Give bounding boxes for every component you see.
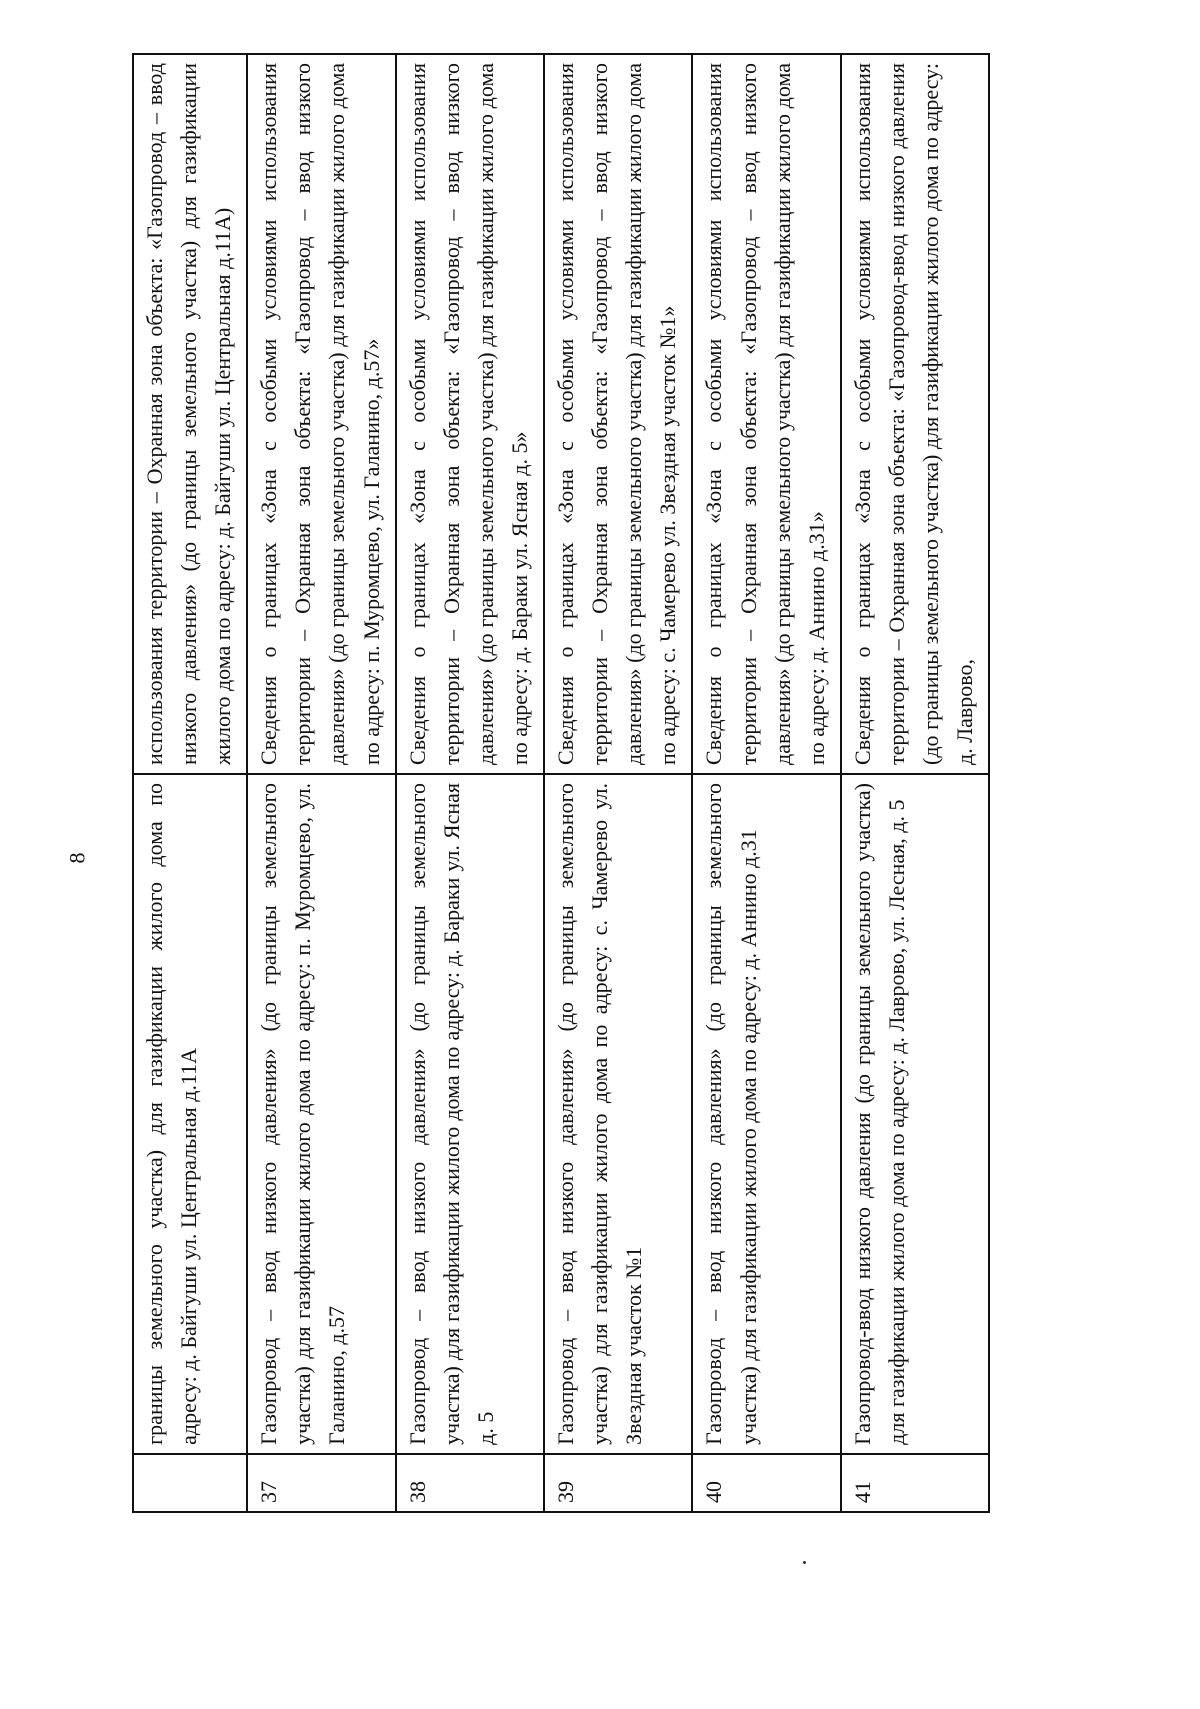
row-number: 38	[396, 1454, 544, 1512]
row-number: 39	[544, 1454, 692, 1512]
table-row	[692, 54, 840, 1512]
row-number: 40	[692, 1454, 840, 1512]
row-number: 41	[841, 1454, 989, 1512]
page-number: 8	[64, 852, 90, 864]
table-row	[544, 54, 692, 1512]
zone-info: Сведения о границах «Зона с особыми условиями использования территории – Охранная зона объекта: «Газопровод – ввод низкого давления» (до границы земельного участка) для газификации жилого дома по адресу: д. Бараки ул. Ясная д. 5»	[396, 54, 544, 774]
table-row	[247, 54, 395, 1512]
object-name: Газопровод – ввод низкого давления» (до границы земельного участка) для газификации жилого дома по адресу: д. Бараки ул. Ясная д. 5	[396, 774, 544, 1454]
table-row	[841, 54, 989, 1512]
zone-info: Сведения о границах «Зона с особыми условиями использования территории – Охранная зона объекта: «Газопровод-ввод низкого давления (до границы земельного участка) для газификации жилого дома по адресу: д. Лаврово,	[841, 54, 989, 774]
rotated-table-container	[132, 53, 1032, 1513]
scan-speck	[803, 1561, 806, 1564]
object-name: Газопровод – ввод низкого давления» (до границы земельного участка) для газификации жилого дома по адресу: п. Муромцево, ул. Галанино, д.57	[247, 774, 395, 1454]
object-name: границы земельного участка) для газификации жилого дома по адресу: д. Байгуши ул. Центральная д.11А	[133, 774, 247, 1454]
zone-info: использования территории – Охранная зона объекта: «Газопровод – ввод низкого давления» (до границы земельного участка) для газификации жилого дома по адресу: д. Байгуши ул. Центральная д.11А)	[133, 54, 247, 774]
table-row	[133, 54, 247, 1512]
zones-table	[132, 53, 990, 1513]
object-name: Газопровод – ввод низкого давления» (до границы земельного участка) для газификации жилого дома по адресу: с. Чамерево ул. Звездная участок №1	[544, 774, 692, 1454]
zone-info: Сведения о границах «Зона с особыми условиями использования территории – Охранная зона объекта: «Газопровод – ввод низкого давления» (до границы земельного участка) для газификации жилого дома по адресу: п. Муромцево, ул. Галанино, д.57»	[247, 54, 395, 774]
object-name: Газопровод-ввод низкого давления (до границы земельного участка) для газификации жилого дома по адресу: д. Лаврово, ул. Лесная, д. 5	[841, 774, 989, 1454]
zone-info: Сведения о границах «Зона с особыми условиями использования территории – Охранная зона объекта: «Газопровод – ввод низкого давления» (до границы земельного участка) для газификации жилого дома по адресу: д. Аннино д.31»	[692, 54, 840, 774]
zone-info: Сведения о границах «Зона с особыми условиями использования территории – Охранная зона объекта: «Газопровод – ввод низкого давления» (до границы земельного участка) для газификации жилого дома по адресу: с. Чамерево ул. Звездная участок №1»	[544, 54, 692, 774]
table-row	[396, 54, 544, 1512]
row-number: 37	[247, 1454, 395, 1512]
row-number	[133, 1454, 247, 1512]
object-name: Газопровод – ввод низкого давления» (до границы земельного участка) для газификации жилого дома по адресу: д. Аннино д.31	[692, 774, 840, 1454]
